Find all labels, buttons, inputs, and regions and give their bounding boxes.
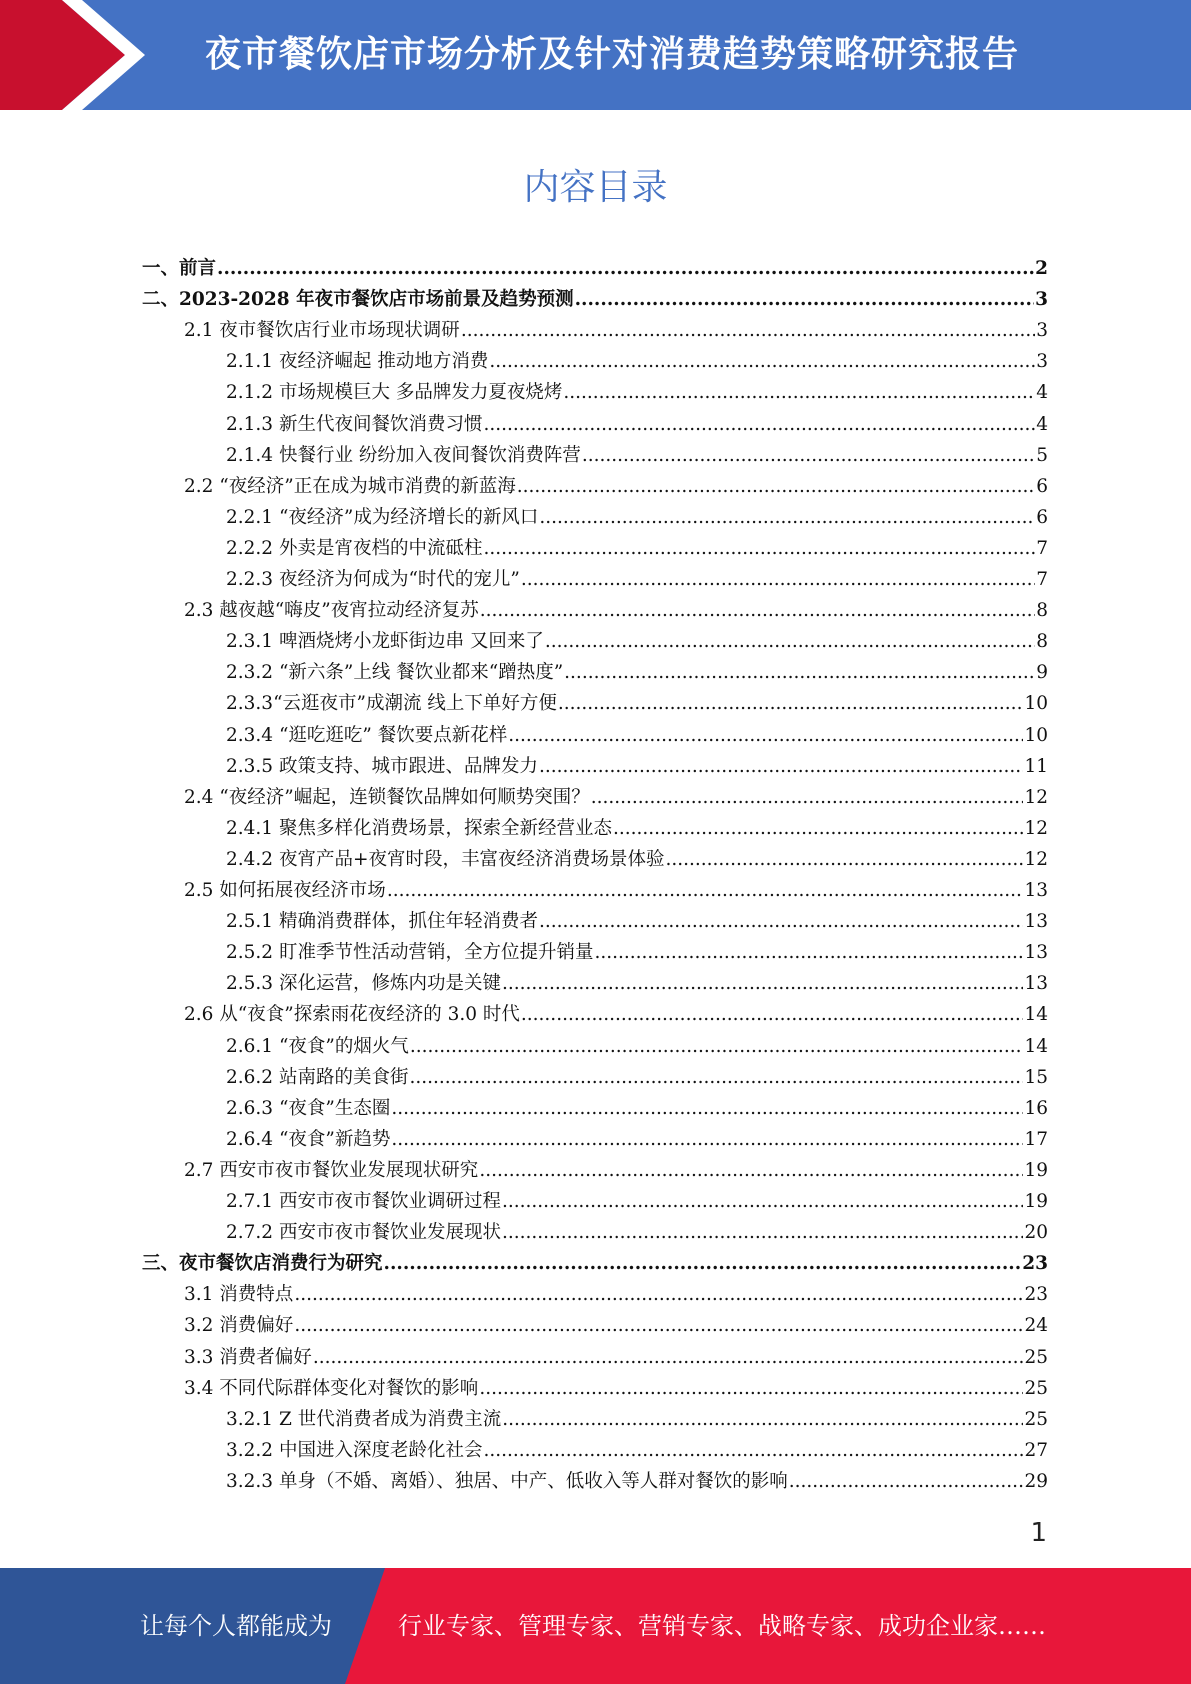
- toc-entry-page: 3: [1036, 351, 1048, 372]
- toc-dot-leader: [479, 1373, 1023, 1404]
- toc-dot-leader: [594, 937, 1023, 968]
- report-header: [0, 0, 1191, 110]
- toc-entry-page: 12: [1024, 818, 1048, 839]
- toc-dot-leader: [665, 844, 1023, 875]
- toc-entry-title: 2.3.2 “新六条”上线 餐饮业都来“蹭热度”: [226, 662, 564, 683]
- toc-entry[interactable]: [184, 999, 1048, 1030]
- footer-slogan-right: 行业专家、管理专家、营销专家、战略专家、成功企业家……: [398, 1612, 1046, 1640]
- toc-dot-leader: [294, 1279, 1023, 1310]
- toc-entry-page: 8: [1036, 631, 1048, 652]
- toc-entry-title: 2.5 如何拓展夜经济市场: [184, 880, 386, 901]
- toc-dot-leader: [384, 1248, 1022, 1279]
- toc-entry-title: 3.1 消费特点: [184, 1284, 294, 1305]
- toc-entry-title: 2.1.2 市场规模巨大 多品牌发力夏夜烧烤: [226, 382, 563, 403]
- toc-entry-page: 24: [1024, 1315, 1048, 1336]
- toc-entry-page: 6: [1036, 507, 1048, 528]
- toc-entry-title: 2.3.4 “逛吃逛吃” 餐饮要点新花样: [226, 725, 508, 746]
- toc-entry[interactable]: [226, 751, 1048, 782]
- toc-entry-title: 2.7.2 西安市夜市餐饮业发展现状: [226, 1222, 501, 1243]
- toc-entry[interactable]: [226, 1124, 1048, 1155]
- toc-entry-title: 3.3 消费者偏好: [184, 1347, 312, 1368]
- toc-entry-page: 6: [1036, 476, 1048, 497]
- toc-dot-leader: [539, 906, 1023, 937]
- toc-entry-page: 12: [1024, 787, 1048, 808]
- toc-entry-title: 2.1 夜市餐饮店行业市场现状调研: [184, 320, 460, 341]
- toc-entry[interactable]: [226, 937, 1048, 968]
- toc-entry-title: 3.2.1 Z 世代消费者成为消费主流: [226, 1409, 502, 1430]
- toc-dot-leader: [479, 1155, 1023, 1186]
- toc-entry-page: 2: [1035, 258, 1048, 279]
- toc-dot-leader: [313, 1342, 1024, 1373]
- toc-entry[interactable]: [142, 253, 1048, 284]
- toc-entry[interactable]: [226, 968, 1048, 999]
- toc-entry-title: 3.2.2 中国进入深度老龄化社会: [226, 1440, 483, 1461]
- toc-dot-leader: [461, 315, 1035, 346]
- toc-dot-leader: [410, 1031, 1024, 1062]
- toc-dot-leader: [545, 626, 1035, 657]
- toc-entry-page: 29: [1024, 1471, 1048, 1492]
- toc-dot-leader: [391, 1093, 1023, 1124]
- toc-entry-page: 8: [1036, 600, 1048, 621]
- toc-entry[interactable]: [184, 1373, 1048, 1404]
- toc-entry-page: 25: [1024, 1409, 1048, 1430]
- toc-entry[interactable]: [226, 377, 1048, 408]
- toc-entry[interactable]: [226, 1404, 1048, 1435]
- toc-dot-leader: [539, 502, 1035, 533]
- toc-entry-title: 2.3 越夜越“嗨皮”夜宵拉动经济复苏: [184, 600, 479, 621]
- toc-entry[interactable]: [226, 1093, 1048, 1124]
- toc-entry[interactable]: [184, 1279, 1048, 1310]
- toc-dot-leader: [483, 409, 1035, 440]
- toc-entry[interactable]: [226, 1062, 1048, 1093]
- toc-dot-leader: [387, 875, 1024, 906]
- toc-dot-leader: [480, 595, 1036, 626]
- toc-entry-title: 2.2.3 夜经济为何成为“时代的宠儿”: [226, 569, 520, 590]
- toc-dot-leader: [502, 1186, 1023, 1217]
- toc-entry[interactable]: [226, 844, 1048, 875]
- toc-dot-leader: [613, 813, 1023, 844]
- toc-entry[interactable]: [226, 440, 1048, 471]
- toc-entry-title: 3.2.3 单身（不婚、离婚）、独居、中产、低收入等人群对餐饮的影响: [226, 1471, 788, 1492]
- toc-entry-title: 3.2 消费偏好: [184, 1315, 294, 1336]
- toc-entry-title: 2.1.1 夜经济崛起 推动地方消费: [226, 351, 489, 372]
- toc-entry-page: 17: [1024, 1129, 1048, 1150]
- toc-entry-page: 4: [1036, 382, 1048, 403]
- toc-dot-leader: [521, 564, 1035, 595]
- toc-dot-leader: [502, 968, 1023, 999]
- toc-dot-leader: [563, 377, 1035, 408]
- toc-entry-page: 19: [1024, 1191, 1048, 1212]
- toc-entry[interactable]: [226, 409, 1048, 440]
- report-title: 夜市餐饮店市场分析及针对消费趋势策略研究报告: [205, 34, 1020, 75]
- toc-dot-leader: [502, 1404, 1023, 1435]
- toc-dot-leader: [517, 471, 1036, 502]
- toc-entry[interactable]: [226, 813, 1048, 844]
- toc-entry[interactable]: [226, 502, 1048, 533]
- toc-entry-page: 25: [1024, 1347, 1048, 1368]
- toc-entry-page: 27: [1024, 1440, 1048, 1461]
- toc-entry-page: 13: [1024, 973, 1048, 994]
- toc-entry[interactable]: [226, 688, 1048, 719]
- toc-dot-leader: [564, 657, 1035, 688]
- toc-entry-page: 10: [1024, 693, 1048, 714]
- toc-entry[interactable]: [226, 1031, 1048, 1062]
- toc-entry[interactable]: [226, 346, 1048, 377]
- toc-entry-page: 19: [1024, 1160, 1048, 1181]
- toc-entry[interactable]: [184, 782, 1048, 813]
- toc-entry-page: 7: [1036, 569, 1048, 590]
- toc-entry-page: 13: [1024, 942, 1048, 963]
- toc-entry[interactable]: [226, 564, 1048, 595]
- toc-dot-leader: [508, 720, 1023, 751]
- toc-dot-leader: [483, 533, 1035, 564]
- header-red-block: [0, 0, 125, 110]
- toc-entry-title: 2.6.3 “夜食”生态圈: [226, 1098, 391, 1119]
- toc-entry-page: 9: [1036, 662, 1048, 683]
- toc-entry-page: 20: [1024, 1222, 1048, 1243]
- toc-entry-title: 2.1.4 快餐行业 纷纷加入夜间餐饮消费阵营: [226, 445, 581, 466]
- toc-entry[interactable]: [184, 595, 1048, 626]
- toc-entry-page: 3: [1035, 289, 1048, 310]
- toc-entry-title: 二、2023-2028 年夜市餐饮店市场前景及趋势预测: [142, 289, 574, 310]
- toc-entry[interactable]: [226, 1217, 1048, 1248]
- toc-entry[interactable]: [184, 471, 1048, 502]
- toc-entry-page: 23: [1022, 1253, 1048, 1274]
- toc-dot-leader: [391, 1124, 1023, 1155]
- toc-entry-title: 一、前言: [142, 258, 217, 279]
- toc-entry[interactable]: [142, 1248, 1048, 1279]
- toc-entry[interactable]: [184, 1342, 1048, 1373]
- toc-entry-title: 3.4 不同代际群体变化对餐饮的影响: [184, 1378, 479, 1399]
- toc-entry[interactable]: [226, 720, 1048, 751]
- toc-entry-title: 三、夜市餐饮店消费行为研究: [142, 1253, 383, 1274]
- toc-entry-title: 2.5.3 深化运营，修炼内功是关键: [226, 973, 501, 994]
- toc-dot-leader: [789, 1466, 1024, 1497]
- header-chevron-graphic: [0, 0, 170, 110]
- toc-entry[interactable]: [184, 315, 1048, 346]
- page-number: 1: [1030, 1518, 1047, 1548]
- toc-entry[interactable]: [226, 657, 1048, 688]
- toc-dot-leader: [217, 253, 1034, 284]
- toc-entry-title: 2.7 西安市夜市餐饮业发展现状研究: [184, 1160, 479, 1181]
- toc-dot-leader: [575, 284, 1035, 315]
- toc-heading: 内容目录: [523, 167, 668, 208]
- toc-dot-leader: [539, 751, 1023, 782]
- toc-entry-page: 3: [1036, 320, 1048, 341]
- toc-entry-title: 2.3.5 政策支持、城市跟进、品牌发力: [226, 756, 538, 777]
- toc-entry-title: 2.5.1 精确消费群体，抓住年轻消费者: [226, 911, 538, 932]
- toc-entry-page: 23: [1024, 1284, 1048, 1305]
- toc-entry[interactable]: [184, 875, 1048, 906]
- toc-entry-title: 2.6 从“夜食”探索雨花夜经济的 3.0 时代: [184, 1004, 520, 1025]
- toc-entry-page: 13: [1024, 911, 1048, 932]
- toc-dot-leader: [294, 1310, 1023, 1341]
- toc-entry-page: 14: [1024, 1004, 1048, 1025]
- toc-entry-title: 2.2 “夜经济”正在成为城市消费的新蓝海: [184, 476, 516, 497]
- toc-dot-leader: [521, 999, 1024, 1030]
- toc-entry-page: 12: [1024, 849, 1048, 870]
- toc-entry-title: 2.1.3 新生代夜间餐饮消费习惯: [226, 414, 483, 435]
- toc-entry-page: 14: [1024, 1036, 1048, 1057]
- toc-entry-title: 2.4 “夜经济”崛起，连锁餐饮品牌如何顺势突围？: [184, 787, 590, 808]
- toc-entry-title: 2.3.1 啤酒烧烤小龙虾街边串 又回来了: [226, 631, 544, 652]
- toc-entry-title: 2.2.1 “夜经济”成为经济增长的新风口: [226, 507, 539, 528]
- toc-entry-page: 7: [1036, 538, 1048, 559]
- toc-entry[interactable]: [184, 1155, 1048, 1186]
- report-footer: [0, 1568, 1191, 1684]
- toc-entry-title: 2.5.2 盯准季节性活动营销，全方位提升销量: [226, 942, 594, 963]
- toc-entry-title: 2.7.1 西安市夜市餐饮业调研过程: [226, 1191, 501, 1212]
- toc-entry-page: 5: [1036, 445, 1048, 466]
- toc-entry-title: 2.4.2 夜宵产品+夜宵时段，丰富夜经济消费场景体验: [226, 849, 665, 870]
- toc-entry[interactable]: [226, 1186, 1048, 1217]
- toc-entry[interactable]: [226, 1435, 1048, 1466]
- toc-entry-page: 11: [1024, 756, 1048, 777]
- toc-entry-page: 13: [1024, 880, 1048, 901]
- toc-entry-page: 15: [1024, 1067, 1048, 1088]
- toc-entry[interactable]: [226, 626, 1048, 657]
- toc-entry-title: 2.3.3“云逛夜市”成潮流 线上下单好方便: [226, 693, 557, 714]
- toc-entry-page: 16: [1024, 1098, 1048, 1119]
- toc-entry-title: 2.6.1 “夜食”的烟火气: [226, 1036, 409, 1057]
- toc-entry-page: 4: [1036, 414, 1048, 435]
- toc-dot-leader: [489, 346, 1035, 377]
- toc-entry[interactable]: [226, 906, 1048, 937]
- toc-entry-page: 10: [1024, 725, 1048, 746]
- footer-slogan-left: 让每个人都能成为: [140, 1612, 332, 1640]
- toc-entry-page: 25: [1024, 1378, 1048, 1399]
- toc-entry-title: 2.4.1 聚焦多样化消费场景，探索全新经营业态: [226, 818, 612, 839]
- toc-entry[interactable]: [226, 533, 1048, 564]
- toc-entry-title: 2.6.4 “夜食”新趋势: [226, 1129, 391, 1150]
- toc-entry[interactable]: [142, 284, 1048, 315]
- toc-entry[interactable]: [226, 1466, 1048, 1497]
- toc-dot-leader: [483, 1435, 1023, 1466]
- toc-dot-leader: [582, 440, 1035, 471]
- toc-dot-leader: [409, 1062, 1023, 1093]
- toc-dot-leader: [558, 688, 1024, 719]
- toc-dot-leader: [591, 782, 1024, 813]
- toc-entry-title: 2.2.2 外卖是宵夜档的中流砥柱: [226, 538, 483, 559]
- toc-entry[interactable]: [184, 1310, 1048, 1341]
- toc-entry-title: 2.6.2 站南路的美食街: [226, 1067, 409, 1088]
- toc-dot-leader: [502, 1217, 1023, 1248]
